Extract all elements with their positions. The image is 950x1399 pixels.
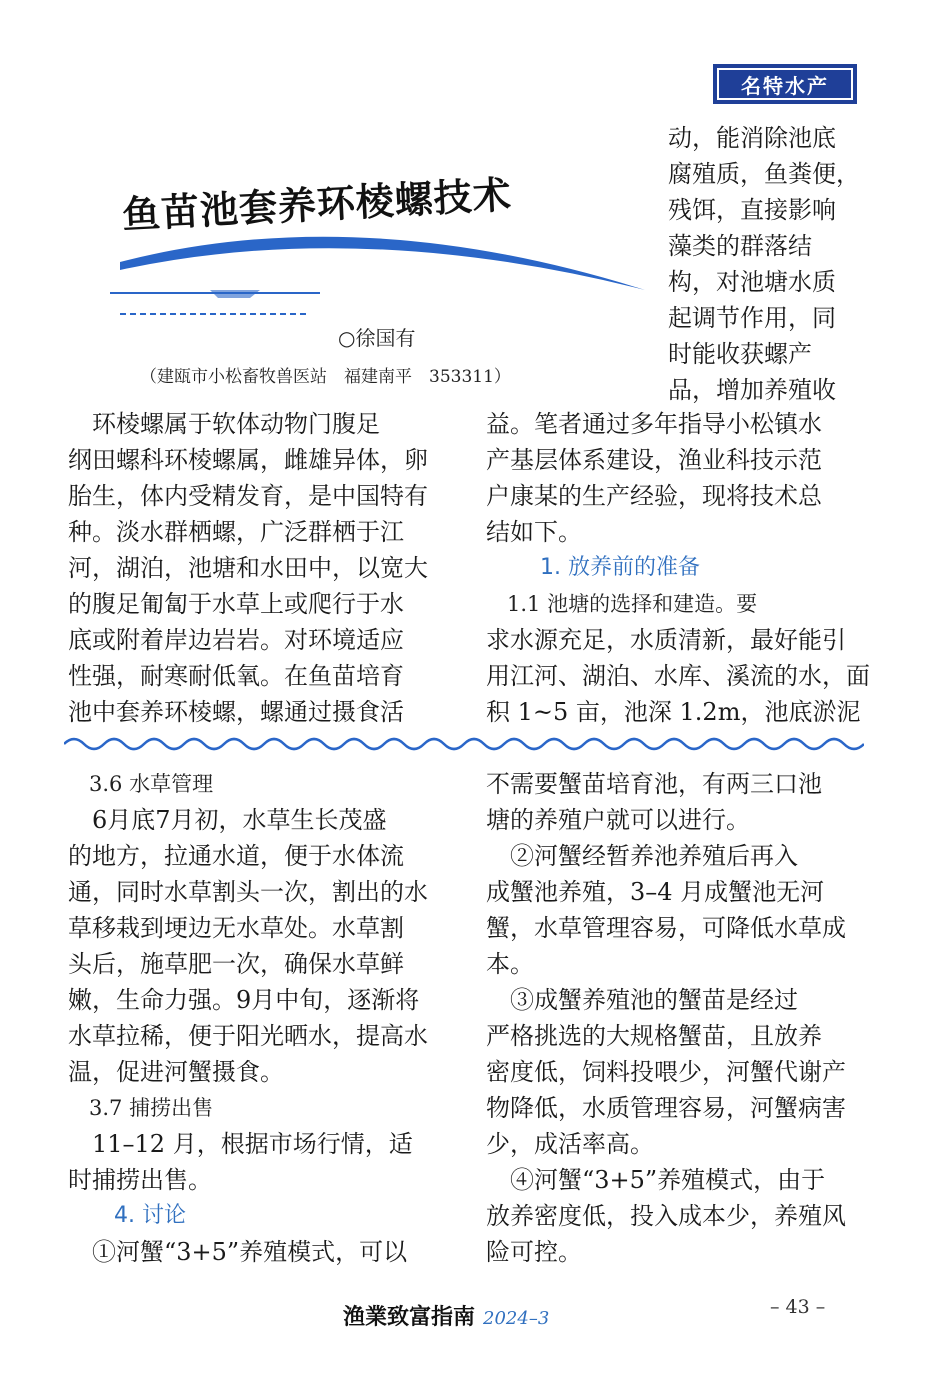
- text-line: 少，成活率高。: [486, 1130, 654, 1158]
- article-title: 鱼苗池套养环棱螺技术: [121, 172, 513, 237]
- left-column-top: [68, 406, 428, 730]
- subheading: 3.7 捕捞出售: [68, 1096, 214, 1120]
- text-line: 6月底7月初，水草生长茂盛: [68, 806, 387, 834]
- text-line: 用江河、湖泊、水库、溪流的水，面: [486, 662, 870, 690]
- magazine-footer: [343, 1300, 549, 1331]
- text-line: 求水源充足，水质清新，最好能引: [486, 626, 846, 654]
- text-line: 草移栽到埂边无水草处。水草割: [68, 914, 404, 942]
- text-line: 户康某的生产经验，现将技术总: [486, 482, 822, 510]
- text-line: 不需要蟹苗培育池，有两三口池: [486, 770, 822, 798]
- text-line: 残饵，直接影响: [668, 196, 836, 224]
- text-line: 本。: [486, 950, 534, 978]
- text-line: 温，促进河蟹摄食。: [68, 1058, 284, 1086]
- text-line: 河，湖泊，池塘和水田中，以宽大: [68, 554, 428, 582]
- magazine-name: 渔業致富指南: [343, 1304, 476, 1330]
- text-line: 物降低，水质管理容易，河蟹病害: [486, 1094, 846, 1122]
- text-line: 蟹，水草管理容易，可降低水草成: [486, 914, 846, 942]
- text-line: 的地方，拉通水道，便于水体流: [68, 842, 404, 870]
- text-line: 时能收获螺产: [668, 340, 812, 368]
- text-line: 的腹足匍匐于水草上或爬行于水: [68, 590, 404, 618]
- text-line: 藻类的群落结: [668, 232, 812, 260]
- text-line: 成蟹池养殖，3–4 月成蟹池无河: [486, 878, 825, 906]
- subheading: 3.6 水草管理: [68, 772, 214, 796]
- affiliation: （建瓯市小松畜牧兽医站 福建南平 353311）: [140, 367, 511, 387]
- text-line: 通，同时水草割头一次，割出的水: [68, 878, 428, 906]
- text-line: 积 1~5 亩，池深 1.2m，池底淤泥: [486, 698, 861, 726]
- subheading: 1.1 池塘的选择和建造。要: [486, 592, 758, 616]
- text-line: ③成蟹养殖池的蟹苗是经过: [486, 986, 798, 1014]
- text-line: ①河蟹“3+5”养殖模式，可以: [68, 1238, 408, 1266]
- text-line: 性强，耐寒耐低氧。在鱼苗培育: [68, 662, 404, 690]
- section-heading: 4. 讨论: [92, 1203, 186, 1228]
- left-column-bottom: [68, 766, 428, 1270]
- text-line: 起调节作用，同: [668, 304, 836, 332]
- text-line: 放养密度低，投入成本少，养殖风: [486, 1202, 846, 1230]
- text-line: 结如下。: [486, 518, 582, 546]
- text-line: ②河蟹经暂养池养殖后再入: [486, 842, 798, 870]
- text-line: 产基层体系建设，渔业科技示范: [486, 446, 822, 474]
- text-line: 构，对池塘水质: [668, 268, 836, 296]
- wave-divider: [64, 734, 864, 754]
- text-line: ④河蟹“3+5”养殖模式，由于: [486, 1166, 826, 1194]
- text-line: 11–12 月，根据市场行情，适: [68, 1130, 413, 1158]
- text-line: 水草拉稀，便于阳光晒水，提高水: [68, 1022, 428, 1050]
- text-line: 头后，施草肥一次，确保水草鲜: [68, 950, 404, 978]
- author: ○徐国有: [338, 326, 416, 350]
- text-line: 胎生，体内受精发育，是中国特有: [68, 482, 428, 510]
- text-line: 种。淡水群栖螺，广泛群栖于江: [68, 518, 404, 546]
- section-tag: [713, 64, 857, 104]
- text-line: 密度低，饲料投喂少，河蟹代谢产: [486, 1058, 846, 1086]
- text-line: 纲田螺科环棱螺属，雌雄异体，卵: [68, 446, 428, 474]
- text-line: 底或附着岸边岩岩。对环境适应: [68, 626, 404, 654]
- page-number: – 43 –: [770, 1296, 826, 1318]
- right-column-bottom: [486, 766, 846, 1270]
- issue-number: 2024–3: [483, 1308, 550, 1329]
- text-line: 益。笔者通过多年指导小松镇水: [486, 410, 822, 438]
- section-tag-label: 名特水产: [717, 68, 853, 100]
- section-heading: 1. 放养前的准备: [540, 555, 700, 580]
- text-line: 塘的养殖户就可以进行。: [486, 806, 750, 834]
- text-line: 池中套养环棱螺，螺通过摄食活: [68, 698, 404, 726]
- text-line: 腐殖质，鱼粪便，: [668, 160, 860, 188]
- text-line: 险可控。: [486, 1238, 582, 1266]
- text-line: 严格挑选的大规格蟹苗，且放养: [486, 1022, 822, 1050]
- right-column-top: [486, 406, 870, 730]
- text-line: 时捕捞出售。: [68, 1166, 212, 1194]
- text-line: 环棱螺属于软体动物门腹足: [68, 410, 380, 438]
- top-right-column: [668, 120, 860, 408]
- text-line: 品，增加养殖收: [668, 376, 836, 404]
- text-line: 动，能消除池底: [668, 124, 836, 152]
- text-line: 嫩，生命力强。9月中旬，逐渐将: [68, 986, 420, 1014]
